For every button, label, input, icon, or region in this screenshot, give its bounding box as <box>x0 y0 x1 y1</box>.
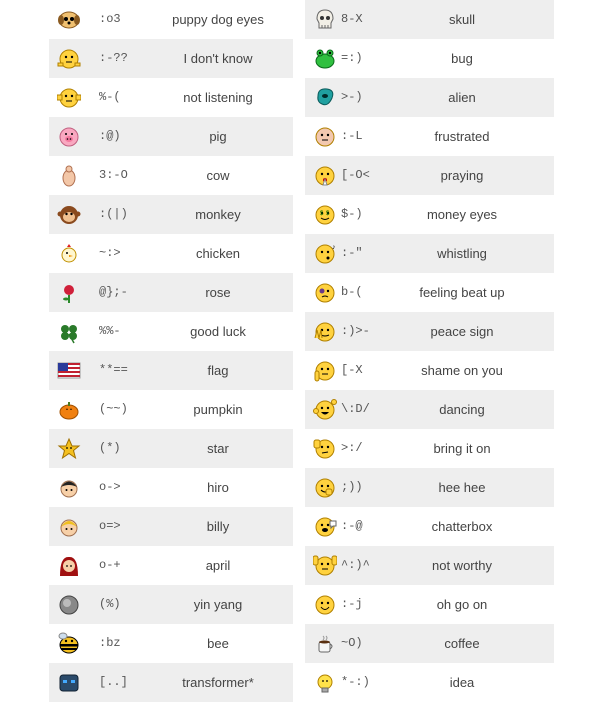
idea-icon <box>313 671 337 695</box>
oh-go-on-icon <box>313 593 337 617</box>
emoticon-row <box>305 273 554 312</box>
emoticon-name: hee hee <box>438 480 486 495</box>
emoticon-row <box>49 195 293 234</box>
left-emoticon-column <box>49 0 293 702</box>
emoticon-row <box>49 117 293 156</box>
emoticon-name: good luck <box>190 324 246 339</box>
star-icon <box>57 437 81 461</box>
emoticon-row <box>49 39 293 78</box>
emoticon-row <box>305 390 554 429</box>
good-luck-icon <box>57 320 81 344</box>
emoticon-code: [-X <box>341 363 363 377</box>
chicken-icon <box>57 242 81 266</box>
right-emoticon-column <box>305 0 554 702</box>
emoticon-row <box>305 429 554 468</box>
shame-on-you-icon <box>313 359 337 383</box>
praying-icon <box>313 164 337 188</box>
emoticon-row <box>305 663 554 702</box>
emoticon-code: :-?? <box>99 51 128 65</box>
emoticon-name: billy <box>206 519 230 534</box>
emoticon-name: pig <box>209 129 227 144</box>
emoticon-name: oh go on <box>436 597 488 612</box>
emoticon-code: [..] <box>99 675 128 689</box>
emoticon-code: :)>- <box>341 324 370 338</box>
emoticon-name: skull <box>448 12 475 27</box>
emoticon-name: bug <box>451 51 473 66</box>
emoticon-code: ^:)^ <box>341 558 370 572</box>
emoticon-code: ~O) <box>341 636 363 650</box>
emoticon-code: (*) <box>99 441 121 455</box>
rose-icon <box>57 281 81 305</box>
emoticon-name: idea <box>449 675 475 690</box>
skull-icon <box>313 8 337 32</box>
flag-icon <box>57 359 81 383</box>
bee-icon <box>57 632 81 656</box>
emoticon-row <box>49 507 293 546</box>
money-eyes-icon <box>313 203 337 227</box>
emoticon-code: :bz <box>99 636 121 650</box>
bring-it-on-icon <box>313 437 337 461</box>
not-listening-icon <box>57 86 81 110</box>
bug-icon <box>313 47 337 71</box>
emoticon-row <box>305 156 554 195</box>
emoticon-name: alien <box>448 90 476 105</box>
emoticon-row <box>305 0 554 39</box>
emoticon-name: puppy dog eyes <box>172 12 264 27</box>
emoticon-row <box>305 78 554 117</box>
emoticon-code: ;)) <box>341 480 363 494</box>
emoticon-row <box>305 546 554 585</box>
emoticon-code: **== <box>99 363 128 377</box>
emoticon-code: :-L <box>341 129 363 143</box>
svg-text:$: $ <box>326 211 330 217</box>
emoticon-name: not listening <box>183 90 253 105</box>
i-dont-know-icon <box>57 47 81 71</box>
emoticon-row <box>305 507 554 546</box>
svg-text:$: $ <box>320 211 324 217</box>
emoticon-name: yin yang <box>193 597 243 612</box>
frustrated-icon <box>313 125 337 149</box>
emoticon-code: \:D/ <box>341 402 370 416</box>
emoticon-code: >:/ <box>341 441 363 455</box>
peace-sign-icon <box>313 320 337 344</box>
emoticon-row <box>305 624 554 663</box>
emoticon-code: o-+ <box>99 558 121 572</box>
emoticon-row <box>305 351 554 390</box>
emoticon-name: bring it on <box>433 441 491 456</box>
billy-icon <box>57 515 81 539</box>
emoticon-row <box>49 468 293 507</box>
emoticon-code: (%) <box>99 597 121 611</box>
emoticon-name: monkey <box>195 207 241 222</box>
emoticon-code: [-O< <box>341 168 370 182</box>
emoticon-code: b-( <box>341 285 363 299</box>
emoticon-code: :@) <box>99 129 121 143</box>
emoticon-name: dancing <box>439 402 485 417</box>
emoticon-name: chatterbox <box>431 519 493 534</box>
emoticon-row <box>49 0 293 39</box>
emoticon-row <box>305 312 554 351</box>
emoticon-row <box>49 390 293 429</box>
emoticon-name: shame on you <box>421 363 503 378</box>
emoticon-row <box>305 117 554 156</box>
emoticon-code: :-" <box>341 246 363 260</box>
hiro-icon <box>57 476 81 500</box>
hee-hee-icon <box>313 476 337 500</box>
emoticon-row <box>49 234 293 273</box>
emoticon-name: flag <box>207 363 229 378</box>
emoticon-code: :-j <box>341 597 363 611</box>
svg-text:♪: ♪ <box>332 244 336 251</box>
emoticon-name: money eyes <box>426 207 498 222</box>
emoticon-row <box>49 351 293 390</box>
emoticon-name: hiro <box>207 480 229 495</box>
emoticon-name: peace sign <box>430 324 494 339</box>
emoticon-code: @};- <box>99 285 128 299</box>
emoticon-name: coffee <box>444 636 480 651</box>
coffee-icon <box>313 632 337 656</box>
emoticon-code: >-) <box>341 90 363 104</box>
emoticon-code: $-) <box>341 207 363 221</box>
whistling-icon <box>313 242 337 266</box>
emoticon-code: %-( <box>99 90 121 104</box>
emoticon-row <box>49 546 293 585</box>
emoticon-name: not worthy <box>432 558 492 573</box>
cow-icon <box>57 164 81 188</box>
emoticon-name: bee <box>207 636 229 651</box>
emoticon-name: whistling <box>437 246 487 261</box>
emoticon-row <box>305 585 554 624</box>
emoticon-name: april <box>205 558 231 573</box>
emoticon-row <box>305 468 554 507</box>
pumpkin-icon <box>57 398 81 422</box>
emoticon-code: =:) <box>341 51 363 65</box>
emoticon-code: o-> <box>99 480 121 494</box>
yin-yang-icon <box>57 593 81 617</box>
emoticon-code: :-@ <box>341 519 363 533</box>
emoticon-code: :o3 <box>99 12 121 26</box>
emoticon-name: star <box>207 441 229 456</box>
puppy-dog-eyes-icon <box>57 8 81 32</box>
emoticon-row <box>49 429 293 468</box>
emoticon-name: frustrated <box>434 129 490 144</box>
emoticon-row <box>49 624 293 663</box>
emoticon-name: rose <box>205 285 231 300</box>
feeling-beat-up-icon <box>313 281 337 305</box>
dancing-icon <box>313 398 337 422</box>
emoticon-name: chicken <box>195 246 241 261</box>
emoticon-code: o=> <box>99 519 121 533</box>
emoticon-row <box>49 585 293 624</box>
emoticon-code: ~:> <box>99 246 121 260</box>
emoticon-name: praying <box>440 168 484 183</box>
emoticon-name: cow <box>206 168 230 183</box>
emoticon-name: feeling beat up <box>419 285 505 300</box>
emoticon-code: 3:-O <box>99 168 128 182</box>
emoticon-code: *-:) <box>341 675 370 689</box>
chatterbox-icon <box>313 515 337 539</box>
emoticon-row <box>49 78 293 117</box>
emoticon-row <box>305 39 554 78</box>
emoticon-code: :(|) <box>99 207 128 221</box>
emoticon-row <box>49 273 293 312</box>
emoticon-code: 8-X <box>341 12 363 26</box>
emoticon-row <box>49 312 293 351</box>
emoticon-code: %%- <box>99 324 121 338</box>
emoticon-row <box>49 663 293 702</box>
transformer-icon <box>57 671 81 695</box>
monkey-icon <box>57 203 81 227</box>
emoticon-code: (~~) <box>99 402 128 416</box>
april-icon <box>57 554 81 578</box>
alien-icon <box>313 86 337 110</box>
emoticon-row <box>49 156 293 195</box>
emoticon-row <box>305 195 554 234</box>
emoticon-row <box>305 234 554 273</box>
emoticon-name: pumpkin <box>193 402 243 417</box>
emoticon-name: transformer* <box>182 675 254 690</box>
pig-icon <box>57 125 81 149</box>
emoticon-name: I don't know <box>183 51 253 66</box>
not-worthy-icon <box>313 554 337 578</box>
